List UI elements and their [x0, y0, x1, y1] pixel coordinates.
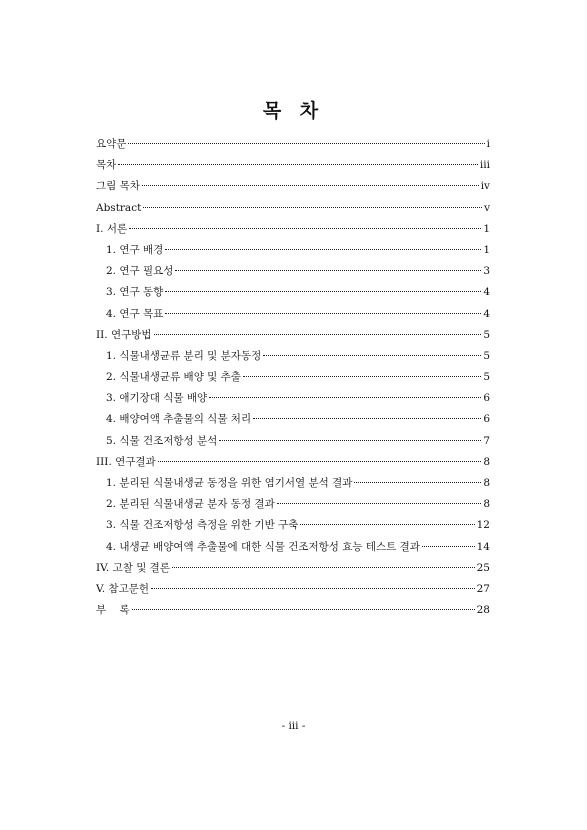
toc-entry-page-number: 4 — [483, 307, 490, 320]
toc-entry-label: 그림 목차 — [96, 180, 140, 193]
toc-entry-label: Abstract — [96, 201, 142, 214]
toc-leader-dots — [243, 376, 481, 377]
toc-entry-page-number: 27 — [476, 582, 490, 595]
toc-entry-label: 1. 분리된 식물내생균 동정을 위한 염기서열 분석 결과 — [106, 477, 353, 489]
toc-entry-label: 4. 배양여액 추출물의 식물 처리 — [106, 413, 252, 426]
toc-leader-dots — [165, 249, 481, 250]
toc-leader-dots — [172, 567, 475, 568]
toc-entry-label: II. 연구방법 — [96, 328, 152, 341]
toc-entry — [96, 176, 490, 197]
toc-entry — [96, 431, 490, 452]
toc-entry-label: 목차 — [96, 159, 117, 172]
toc-entry-page-number: 4 — [483, 286, 490, 299]
toc-entry — [96, 155, 490, 176]
toc-entry-page-number: 8 — [483, 455, 490, 468]
toc-entry — [96, 367, 490, 388]
toc-entry-label: 4. 연구 목표 — [106, 307, 164, 320]
toc-entry-label: 부 록 — [96, 604, 130, 617]
toc-entry — [96, 325, 490, 346]
toc-leader-dots — [422, 546, 475, 547]
toc-entry-page-number: 5 — [483, 328, 490, 341]
toc-entry — [96, 388, 490, 409]
toc-leader-dots — [219, 440, 481, 441]
toc-entry-page-number: 1 — [483, 222, 490, 235]
toc-entry-page-number: 5 — [483, 371, 490, 384]
toc-entry-label: V. 참고문헌 — [96, 582, 149, 595]
toc-entry — [96, 409, 490, 430]
toc-entry-page-number: 8 — [483, 498, 490, 511]
toc-entry-page-number: 14 — [476, 540, 490, 553]
toc-leader-dots — [175, 270, 481, 271]
toc-leader-dots — [154, 334, 482, 335]
toc-entry-label: 3. 애기장대 식물 배양 — [106, 392, 208, 405]
toc-entry-label: 1. 식물내생균류 분리 및 분자동정 — [106, 349, 262, 362]
toc-leader-dots — [129, 228, 481, 229]
toc-leader-dots — [158, 461, 482, 462]
toc-leader-dots — [354, 482, 481, 483]
toc-entry-page-number: 28 — [476, 604, 490, 617]
toc-entry — [96, 198, 490, 219]
toc-entry — [96, 473, 490, 494]
toc-entry-label: IV. 고찰 및 결론 — [96, 561, 170, 574]
toc-entry-page-number: i — [486, 138, 490, 150]
toc-entry — [96, 452, 490, 473]
toc-entry-label: 1. 연구 배경 — [106, 243, 164, 256]
toc-entry-label: 5. 식물 건조저항성 분석 — [106, 434, 218, 447]
toc-leader-dots — [142, 185, 479, 186]
toc-leader-dots — [253, 418, 481, 419]
toc-entry — [96, 304, 490, 325]
toc-entry-label: I. 서론 — [96, 222, 128, 235]
toc-entry-page-number: iv — [480, 180, 490, 193]
toc-entry — [96, 134, 490, 155]
toc-entry-label: 3. 연구 동향 — [106, 286, 164, 299]
toc-entry — [96, 537, 490, 558]
toc-leader-dots — [277, 503, 482, 504]
toc-entry-page-number: 3 — [483, 265, 490, 278]
toc-entry-label: 3. 식물 건조저항성 측정을 위한 기반 구축 — [106, 519, 299, 532]
toc-entry-page-number: iii — [479, 159, 490, 172]
toc-leader-dots — [165, 291, 481, 292]
toc-entry-label: 2. 분리된 식물내생균 분자 동정 결과 — [106, 498, 275, 511]
toc-entry-page-number: 1 — [483, 243, 490, 256]
toc-entry-page-number: 12 — [476, 519, 490, 532]
toc-leader-dots — [143, 207, 482, 208]
table-of-contents — [96, 134, 490, 621]
toc-leader-dots — [128, 143, 484, 144]
toc-entry — [96, 282, 490, 303]
toc-entry-label: 2. 연구 필요성 — [106, 265, 174, 278]
toc-entry-label: 요약문 — [96, 138, 127, 150]
toc-entry — [96, 346, 490, 367]
toc-entry-page-number: v — [484, 201, 490, 214]
toc-entry — [96, 558, 490, 579]
toc-entry — [96, 219, 490, 240]
toc-leader-dots — [209, 397, 481, 398]
toc-entry — [96, 494, 490, 515]
toc-entry-label: 4. 내생균 배양여액 추출물에 대한 식물 건조저항성 효능 테스트 결과 — [106, 540, 420, 553]
toc-entry-label: 2. 식물내생균류 배양 및 추출 — [106, 371, 241, 384]
toc-entry — [96, 240, 490, 261]
toc-entry-label: III. 연구결과 — [96, 455, 156, 468]
toc-entry — [96, 261, 490, 282]
toc-entry-page-number: 7 — [483, 434, 490, 447]
toc-entry-page-number: 6 — [483, 413, 490, 426]
toc-leader-dots — [263, 355, 481, 356]
page-number-footer: - iii - — [281, 720, 306, 732]
toc-entry-page-number: 6 — [483, 392, 490, 405]
toc-entry-page-number: 8 — [483, 477, 490, 489]
toc-entry-page-number: 5 — [483, 349, 490, 362]
toc-leader-dots — [132, 609, 475, 610]
toc-leader-dots — [118, 164, 478, 165]
toc-entry — [96, 600, 490, 621]
toc-entry — [96, 515, 490, 536]
page-title: 목 차 — [262, 100, 325, 122]
toc-entry-page-number: 25 — [476, 561, 490, 574]
toc-entry — [96, 579, 490, 600]
toc-leader-dots — [165, 313, 481, 314]
toc-leader-dots — [300, 524, 474, 525]
toc-leader-dots — [151, 588, 475, 589]
